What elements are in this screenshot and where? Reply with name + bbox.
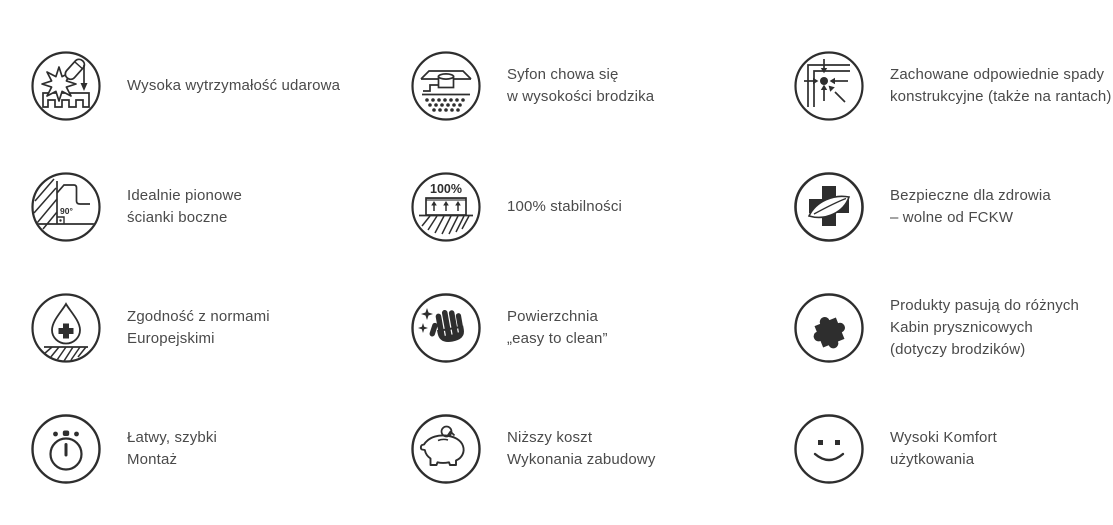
feature-label bbox=[507, 64, 654, 108]
angle-label: 90° bbox=[60, 206, 73, 216]
easy-clean-hand-icon bbox=[410, 292, 482, 364]
feature-label bbox=[507, 427, 655, 471]
stability-icon bbox=[410, 171, 482, 243]
feature-label-line: Bezpieczne dla zdrowia bbox=[890, 187, 1051, 204]
impact-resistance-icon bbox=[30, 50, 102, 122]
stopwatch-icon bbox=[30, 413, 102, 485]
feature-label-line: Kabin prysznicowych bbox=[890, 319, 1033, 336]
feature-item bbox=[30, 171, 410, 243]
smile-icon bbox=[793, 413, 865, 485]
feature-label-line: Wykonania zabudowy bbox=[507, 451, 656, 468]
health-cross-leaf-icon bbox=[793, 171, 865, 243]
feature-item bbox=[410, 292, 793, 364]
feature-label-line: w wysokości brodzika bbox=[507, 88, 655, 105]
vertical-walls-icon bbox=[30, 171, 102, 243]
feature-label bbox=[507, 306, 608, 350]
feature-label-line: ścianki boczne bbox=[127, 209, 228, 226]
feature-item bbox=[793, 171, 1113, 243]
feature-label bbox=[127, 306, 270, 350]
stability-icon bbox=[410, 171, 482, 243]
puzzle-icon bbox=[793, 292, 865, 364]
feature-item bbox=[410, 171, 793, 243]
feature-item bbox=[793, 50, 1113, 122]
feature-label-line: Powierzchnia bbox=[507, 308, 599, 325]
stopwatch-icon bbox=[30, 413, 102, 485]
norms-drop-icon bbox=[30, 292, 102, 364]
feature-label-line: Europejskimi bbox=[127, 330, 215, 347]
health-cross-leaf-icon bbox=[793, 171, 865, 243]
feature-item bbox=[30, 292, 410, 364]
feature-label-line: Idealnie pionowe bbox=[127, 187, 242, 204]
feature-label bbox=[507, 196, 622, 218]
vertical-walls-icon bbox=[30, 171, 102, 243]
smile-icon bbox=[793, 413, 865, 485]
piggy-bank-icon bbox=[410, 413, 482, 485]
feature-label bbox=[890, 185, 1051, 229]
drain-slopes-icon bbox=[793, 50, 865, 122]
feature-label bbox=[127, 75, 340, 97]
easy-clean-hand-icon bbox=[410, 292, 482, 364]
feature-label-line: Zachowane odpowiednie spady bbox=[890, 66, 1105, 83]
feature-label bbox=[890, 64, 1112, 108]
feature-label-line: „easy to clean” bbox=[507, 330, 608, 347]
feature-item bbox=[793, 413, 1113, 485]
puzzle-icon bbox=[793, 292, 865, 364]
feature-item bbox=[793, 292, 1113, 364]
siphon-icon bbox=[410, 50, 482, 122]
feature-item bbox=[30, 413, 410, 485]
feature-item bbox=[410, 50, 793, 122]
feature-label-line: Łatwy, szybki bbox=[127, 429, 218, 446]
piggy-bank-icon bbox=[410, 413, 482, 485]
feature-label-line: Wysoka wytrzymałość udarowa bbox=[127, 77, 341, 94]
feature-item bbox=[30, 50, 410, 122]
drain-slopes-icon bbox=[793, 50, 865, 122]
feature-label-line: Syfon chowa się bbox=[507, 66, 619, 83]
feature-item bbox=[410, 413, 793, 485]
feature-label-line: Wysoki Komfort bbox=[890, 429, 997, 446]
feature-label bbox=[890, 295, 1079, 361]
feature-label-line: Montaż bbox=[127, 451, 178, 468]
feature-label bbox=[890, 427, 997, 471]
feature-label-line: Produkty pasują do różnych bbox=[890, 297, 1080, 314]
percent-label: 100% bbox=[430, 182, 462, 196]
feature-label-line: Zgodność z normami bbox=[127, 308, 270, 325]
norms-drop-icon bbox=[30, 292, 102, 364]
feature-label-line: – wolne od FCKW bbox=[890, 209, 1014, 226]
feature-label-line: Niższy koszt bbox=[507, 429, 593, 446]
feature-label bbox=[127, 427, 217, 471]
impact-resistance-icon bbox=[30, 50, 102, 122]
feature-label-line: użytkowania bbox=[890, 451, 975, 468]
feature-label bbox=[127, 185, 242, 229]
feature-label-line: konstrukcyjne (także na rantach) bbox=[890, 88, 1112, 105]
siphon-icon bbox=[410, 50, 482, 122]
feature-label-line: (dotyczy brodzików) bbox=[890, 341, 1026, 358]
feature-label-line: 100% stabilności bbox=[507, 198, 622, 215]
